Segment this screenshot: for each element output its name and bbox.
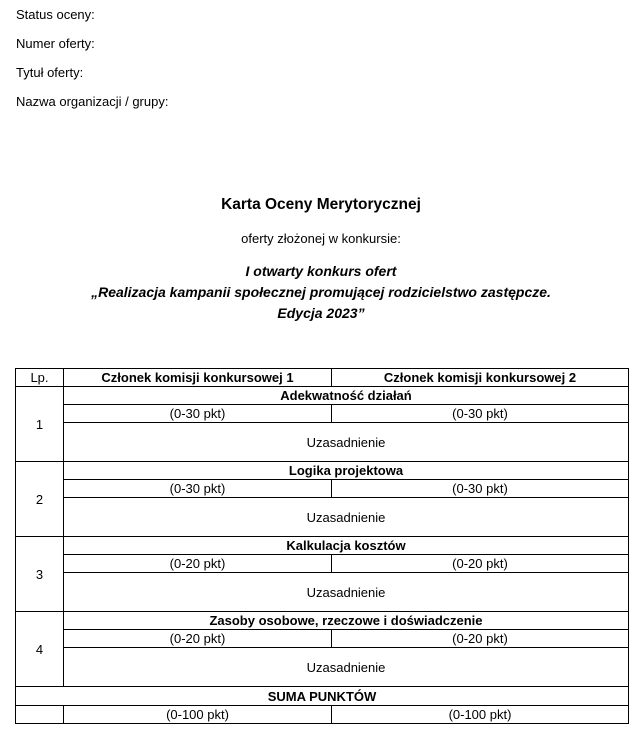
justification-cell[interactable]: Uzasadnienie (64, 648, 629, 687)
criterion-justification-row (16, 498, 629, 537)
sum-points-row (16, 706, 629, 724)
sum-label: SUMA PUNKTÓW (16, 687, 629, 706)
justification-cell[interactable]: Uzasadnienie (64, 423, 629, 462)
criterion-points-row (16, 630, 629, 648)
criterion-name: Kalkulacja kosztów (64, 537, 629, 555)
member-2-points-cell[interactable]: (0-30 pkt) (332, 405, 629, 423)
member-1-column-header: Członek komisji konkursowej 1 (64, 369, 332, 387)
contest-line-3: Edycja 2023” (277, 305, 365, 321)
document-title: Karta Oceny Merytorycznej (221, 196, 421, 213)
document-subtitle: oferty złożonej w konkursie: (241, 231, 401, 246)
criterion-points-row (16, 555, 629, 573)
contest-line-1: I otwarty konkurs ofert (245, 263, 397, 279)
member-1-points-cell[interactable]: (0-30 pkt) (64, 480, 332, 498)
offer-number-field-label: Numer oferty: (16, 36, 95, 51)
status-field-label: Status oceny: (16, 7, 95, 22)
evaluation-table (15, 368, 629, 724)
criterion-row (16, 537, 629, 555)
criterion-name: Adekwatność działań (64, 387, 629, 405)
member-2-points-cell[interactable]: (0-20 pkt) (332, 555, 629, 573)
contest-line-2: „Realizacja kampanii społecznej promującej rodzicielstwo zastępcze. (91, 284, 551, 300)
sum-label-row (16, 687, 629, 706)
member-2-column-header: Członek komisji konkursowej 2 (332, 369, 629, 387)
member-2-sum-cell[interactable]: (0-100 pkt) (332, 706, 629, 724)
contest-name (0, 261, 642, 324)
criterion-row (16, 462, 629, 480)
criterion-number: 4 (16, 612, 64, 687)
criterion-justification-row (16, 423, 629, 462)
criterion-number: 1 (16, 387, 64, 462)
justification-cell[interactable]: Uzasadnienie (64, 573, 629, 612)
criterion-row (16, 387, 629, 405)
member-1-points-cell[interactable]: (0-20 pkt) (64, 555, 332, 573)
criterion-justification-row (16, 648, 629, 687)
justification-cell[interactable]: Uzasadnienie (64, 498, 629, 537)
member-1-sum-cell[interactable]: (0-100 pkt) (64, 706, 332, 724)
header-fields (16, 6, 168, 122)
criterion-row (16, 612, 629, 630)
member-2-points-cell[interactable]: (0-20 pkt) (332, 630, 629, 648)
criterion-name: Zasoby osobowe, rzeczowe i doświadczenie (64, 612, 629, 630)
criterion-number: 3 (16, 537, 64, 612)
table-header-row (16, 369, 629, 387)
member-1-points-cell[interactable]: (0-30 pkt) (64, 405, 332, 423)
sum-lp-cell (16, 706, 64, 724)
offer-title-field-label: Tytuł oferty: (16, 65, 84, 80)
member-2-points-cell[interactable]: (0-30 pkt) (332, 480, 629, 498)
criterion-points-row (16, 480, 629, 498)
organization-field-label: Nazwa organizacji / grupy: (16, 94, 169, 109)
criterion-justification-row (16, 573, 629, 612)
criterion-points-row (16, 405, 629, 423)
criterion-name: Logika projektowa (64, 462, 629, 480)
member-1-points-cell[interactable]: (0-20 pkt) (64, 630, 332, 648)
criterion-number: 2 (16, 462, 64, 537)
lp-column-header: Lp. (16, 369, 64, 387)
